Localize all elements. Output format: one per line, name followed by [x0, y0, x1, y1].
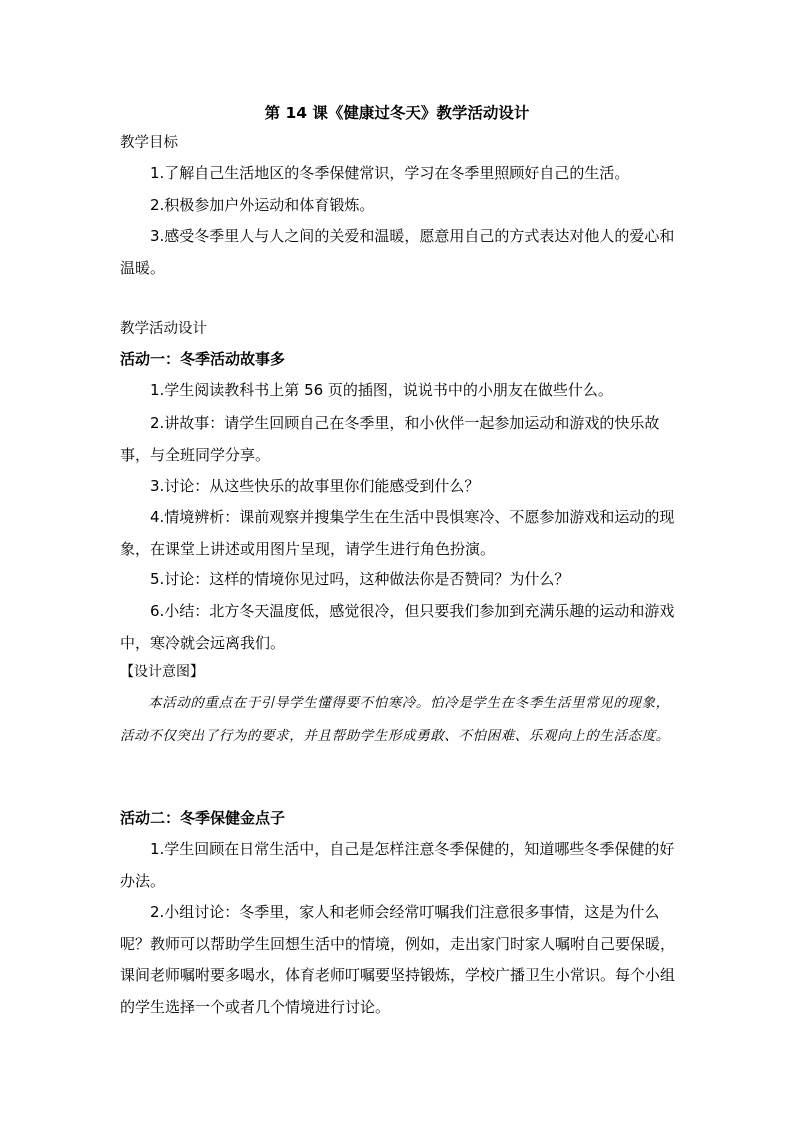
- activity1-item-3: 3.讨论：从这些快乐的故事里你们能感受到什么？: [150, 477, 480, 495]
- activity1-item-5: 5.讨论：这样的情境你见过吗，这种做法你是否赞同？为什么？: [150, 570, 570, 588]
- goal-item-1: 1.了解自己生活地区的冬季保健常识，学习在冬季里照顾好自己的生活。: [150, 164, 630, 182]
- activity2-heading: 活动二：冬季保健金点子: [120, 809, 286, 827]
- document-title: 第 14 课《健康过冬天》教学活动设计: [264, 104, 530, 122]
- activity2-item-1: 1.学生回顾在日常生活中，自己是怎样注意冬季保健的，知道哪些冬季保健的好办法。: [120, 840, 675, 890]
- goal-item-2: 2.积极参加户外运动和体育锻炼。: [150, 196, 375, 214]
- activity2-item-2: 2.小组讨论：冬季里，家人和老师会经常叮嘱我们注意很多事情，这是为什么呢？教师可以帮助学生回想生活中的情境，例如，走出家门时家人嘱咐自己要保暖，课间老师嘱咐要多喝水，体育老师叮嘱要坚持锻炼，学校广播卫生小常识。每个小组的学生选择一个或者几个情境进行讨论。: [120, 903, 676, 1016]
- goal-item-3: 3.感受冬季里人与人之间的关爱和温暖，愿意用自己的方式表达对他人的爱心和温暖。: [120, 227, 675, 277]
- design-intent-label: 【设计意图】: [120, 664, 204, 680]
- activity1-heading: 活动一：冬季活动故事多: [120, 350, 286, 368]
- activity1-item-2: 2.讲故事：请学生回顾自己在冬季里，和小伙伴一起参加运动和游戏的快乐故事，与全班同学分享。: [120, 414, 660, 464]
- activity1-item-6: 6.小结：北方冬天温度低，感觉很冷，但只要我们参加到充满乐趣的运动和游戏中，寒冷就会远离我们。: [120, 602, 675, 652]
- design-intent-text: 本活动的重点在于引导学生懂得要不怕寒冷。怕冷是学生在冬季生活里常见的现象，活动不仅突出了行为的要求，并且帮助学生形成勇敢、不怕困难、乐观向上的生活态度。: [120, 695, 670, 744]
- goals-heading: 教学目标: [120, 135, 178, 151]
- activity1-item-4: 4.情境辨析：课前观察并搜集学生在生活中畏惧寒冷、不愿参加游戏和运动的现象，在课堂上讲述或用图片呈现，请学生进行角色扮演。: [120, 508, 675, 558]
- design-heading: 教学活动设计: [120, 321, 207, 337]
- activity1-item-1: 1.学生阅读教科书上第 56 页的插图，说说书中的小朋友在做些什么。: [150, 381, 613, 399]
